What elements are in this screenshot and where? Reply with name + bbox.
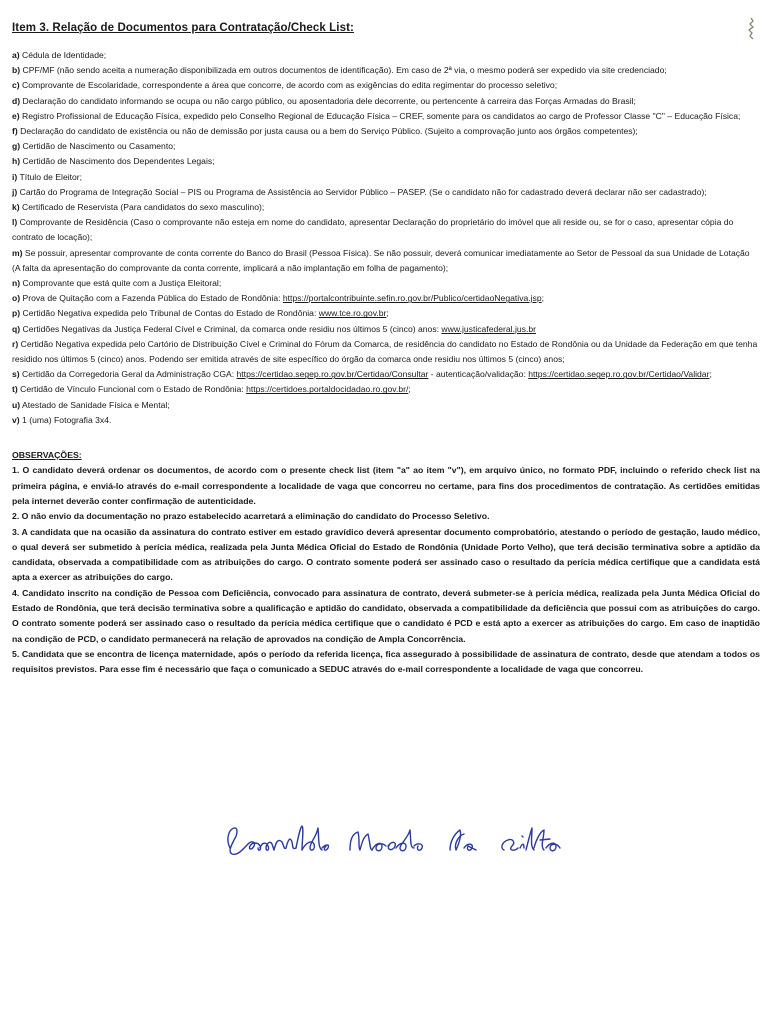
- checklist-item-text: Certidão de Nascimento dos Dependentes Legais;: [20, 156, 215, 167]
- checklist-item-text: Comprovante de Escolaridade, correspondente a área que concorre, de acordo com as exigências do edita regimentar do processo seletivo;: [19, 80, 558, 91]
- checklist-item-letter: k): [12, 202, 20, 213]
- checklist-item: [12, 306, 760, 321]
- checklist-item: [12, 63, 760, 78]
- checklist-item-text: Se possuir, apresentar comprovante de conta corrente do Banco do Brasil (Pessoa Física). Se não possuir, deverá comunicar imediatamente ao Setor de Pessoal da sua Unidade de Lotação (A falta da apresentação do comprovante da conta corrente, implicará a não implantação em folha de pagamento);: [12, 247, 750, 273]
- checklist-item-letter: d): [12, 95, 21, 106]
- checklist-item: [12, 337, 760, 367]
- checklist-item-text: Certidão Negativa expedida pelo Cartório de Distribuição Cível e Criminal do Fórum da Comarca, de residência do candidato no Estado de Rondônia ou da Unidade da Federação em que tenha residido nos últimos 5 (cinco) anos. Podendo ser emitida através de site específico do órgão da comarca onde residiu nos últimos 5 (cinco) anos;: [12, 338, 758, 365]
- checklist-item-letter: m): [12, 247, 23, 258]
- observation-paragraph: 5. Candidata que se encontra de licença maternidade, após o período da referida licença, fica assegurado à possibilidade de assinatura de contrato, desde que atendam a todos os requisitos previstos. Para esse fim é necessário que faça o comunicado a SEDUC através do e-mail correspondente a localidade de vaga que concorreu.: [12, 648, 760, 675]
- checklist-item: [12, 48, 760, 63]
- checklist-item-letter: h): [12, 156, 21, 167]
- checklist-item: [12, 94, 760, 109]
- checklist-item: [12, 291, 760, 306]
- checklist-item-letter: a): [12, 50, 20, 60]
- checklist-item-text: Cédula de Identidade;: [19, 50, 107, 60]
- checklist-item-link-validation[interactable]: https://certidao.segep.ro.gov.br/Certidao/Validar: [528, 369, 710, 380]
- checklist-item-letter: c): [12, 80, 20, 91]
- checklist-item-suffix: ;: [541, 293, 545, 304]
- checklist-item: [12, 215, 760, 245]
- checklist-item-suffix: ;: [709, 369, 712, 380]
- checklist-item: [12, 322, 760, 337]
- checklist-item-letter: r): [12, 338, 19, 349]
- checklist-item: [12, 398, 760, 413]
- checklist-item-text: Certidão da Corregedoria Geral da Administração CGA:: [19, 369, 237, 380]
- checklist-item-text: Registro Profissional de Educação Física, expedido pelo Conselho Regional de Educação Física – CREF, somente para os candidatos ao cargo de Professor Classe "C" – Educação Física;: [19, 110, 741, 121]
- checklist-item: [12, 200, 760, 215]
- checklist-item-text: Certidão de Nascimento ou Casamento;: [20, 141, 176, 152]
- observation-paragraph: 1. O candidato deverá ordenar os documentos, de acordo com o presente check list (item "a" ao item "v"), em arquivo único, no formato PDF, incluindo o referido check list na primeira página, e enviá-lo através do e-mail correspondente a localidade de vaga que concorreu no certame, para fins dos procedimentos de contratação. As certidões emitidas pela internet deverão conter confirmação de autenticidade.: [12, 465, 760, 506]
- checklist-item-text: Certidões Negativas da Justiça Federal Cível e Criminal, da comarca onde residiu nos últimos 5 (cinco) anos:: [20, 323, 442, 334]
- checklist-item-letter: p): [12, 308, 21, 319]
- checklist-item-link[interactable]: www.justicafederal.jus.br: [441, 323, 536, 334]
- observation-paragraph: 3. A candidata que na ocasião da assinatura do contrato estiver em estado gravídico deverá apresentar documento comprobatório, atestando o período de gestação, laudo médico, o qual deverá ser submetido à perícia médica, realizada pela Junta Médica Oficial do Estado de Rondônia (Unidade Porto Velho), que terá decisão terminativa sobre a aptidão da candidata, observada a compatibilidade com as atribuições do cargo. O contrato somente poderá ser assinado caso o resultado da perícia médica certifique que a candidata está apta a exercer as atribuições do cargo.: [12, 526, 760, 583]
- checklist-item-text: Prova de Quitação com a Fazenda Pública do Estado de Rondônia:: [20, 293, 283, 304]
- checklist-item-letter: q): [12, 323, 21, 334]
- checklist-item-letter: v): [12, 414, 20, 425]
- checklist-item-letter: t): [12, 384, 18, 395]
- checklist-item-text: Atestado de Sanidade Física e Mental;: [20, 399, 170, 410]
- checklist-item: [12, 78, 760, 93]
- checklist-item: [12, 246, 760, 276]
- checklist-item-suffix: - autenticação/validação:: [428, 369, 529, 380]
- checklist-item-text: Título de Eleitor;: [17, 171, 83, 182]
- checklist-item: [12, 109, 760, 124]
- checklist-item-suffix: ;: [408, 384, 411, 395]
- checklist-item-link[interactable]: https://certidoes.portaldocidadao.ro.gov.br/: [246, 384, 409, 395]
- checklist-item-link[interactable]: https://portalcontribuinte.sefin.ro.gov.br/Publico/certidaoNegativa.jsp: [282, 293, 542, 304]
- checklist-item-letter: l): [12, 217, 18, 228]
- document-title: Item 3. Relação de Documentos para Contratação/Check List:: [12, 22, 354, 34]
- checklist-item: [12, 185, 760, 200]
- checklist-item-letter: e): [12, 110, 20, 121]
- checklist-item-letter: n): [12, 278, 21, 289]
- observation-paragraph: 2. O não envio da documentação no prazo estabelecido acarretará a eliminação do candidato do Processo Seletivo.: [12, 511, 490, 522]
- checklist-item: [12, 367, 760, 382]
- checklist-item-link[interactable]: https://certidao.segep.ro.gov.br/Certidao/Consultar: [236, 369, 429, 380]
- checklist-item-suffix: ;: [386, 308, 389, 319]
- checklist-item-letter: u): [12, 399, 21, 410]
- checklist-item-letter: g): [12, 141, 21, 152]
- checklist-item-text: Certidão Negativa expedida pelo Tribunal de Contas do Estado de Rondônia:: [20, 308, 319, 319]
- checklist-item-letter: b): [12, 65, 21, 76]
- checklist-item-link[interactable]: www.tce.ro.gov.br: [318, 308, 387, 319]
- checklist-item-text: Cartão do Programa de Integração Social – PIS ou Programa de Assistência ao Servidor Público – PASEP. (Se o candidato não for cadastrado deverá declarar não ser cadastrado);: [17, 186, 707, 197]
- checklist-item-text: Declaração do candidato de existência ou não de demissão por justa causa ou a bem do Serviço Público. (Sujeito a comprovação junto aos órgãos competentes);: [17, 126, 638, 137]
- checklist-item-text: Comprovante que está quite com a Justiça Eleitoral;: [20, 278, 222, 289]
- checklist-item: [12, 124, 760, 139]
- checklist: [12, 48, 760, 428]
- checklist-item-letter: j): [12, 186, 18, 197]
- observation-paragraph: 4. Candidato inscrito na condição de Pessoa com Deficiência, convocado para assinatura de contrato, deverá submeter-se à perícia médica, realizada pela Junta Médica Oficial do Estado de Rondônia, que terá decisão terminativa sobre a qualificação e aptidão do candidato, observada a compatibilidade da deficiência que possui com as atribuições do cargo. O contrato somente poderá ser assinado caso o resultado da perícia médica certifique que o candidato é PCD e está apto a exercer as atribuições do cargo. Em caso de inaptidão na condição de PCD, o candidato permanecerá na relação de aprovados na condição de Ampla Concorrência.: [12, 587, 760, 644]
- checklist-item-text: Comprovante de Residência (Caso o comprovante não esteja em nome do candidato, apresentar Declaração do proprietário do imóvel que ali reside ou, se for o caso, apresentar cópia do contrato de locação);: [12, 217, 734, 243]
- observations-list: [12, 463, 760, 677]
- checklist-item: [12, 139, 760, 154]
- document-page: [12, 22, 760, 678]
- checklist-item: [12, 382, 760, 397]
- handwritten-signature: [218, 818, 598, 868]
- checklist-item-text: Certificado de Reservista (Para candidatos do sexo masculino);: [19, 202, 265, 213]
- checklist-item-text: CPF/MF (não sendo aceita a numeração disponibilizada em outros documentos de identificação). Em caso de 2ª via, o mesmo poderá ser expedido via site credenciado;: [20, 65, 667, 76]
- checklist-item: [12, 154, 760, 169]
- checklist-item-text: Declaração do candidato informando se ocupa ou não cargo público, ou aposentadoria dele decorrente, ou pertencente à carreira das Forças Armadas do Brasil;: [20, 95, 636, 106]
- observations-heading: OBSERVAÇÕES:: [12, 450, 82, 461]
- checklist-item-text: 1 (uma) Fotografia 3x4.: [19, 414, 112, 425]
- checklist-item: [12, 413, 760, 428]
- checklist-item: [12, 170, 760, 185]
- checklist-item-letter: s): [12, 369, 20, 380]
- checklist-item-letter: i): [12, 171, 18, 182]
- checklist-item-letter: o): [12, 293, 21, 304]
- checklist-item: [12, 276, 760, 291]
- checklist-item-letter: f): [12, 126, 18, 137]
- observations-section: [12, 448, 760, 677]
- checklist-item-text: Certidão de Vínculo Funcional com o Estado de Rondônia:: [17, 384, 247, 395]
